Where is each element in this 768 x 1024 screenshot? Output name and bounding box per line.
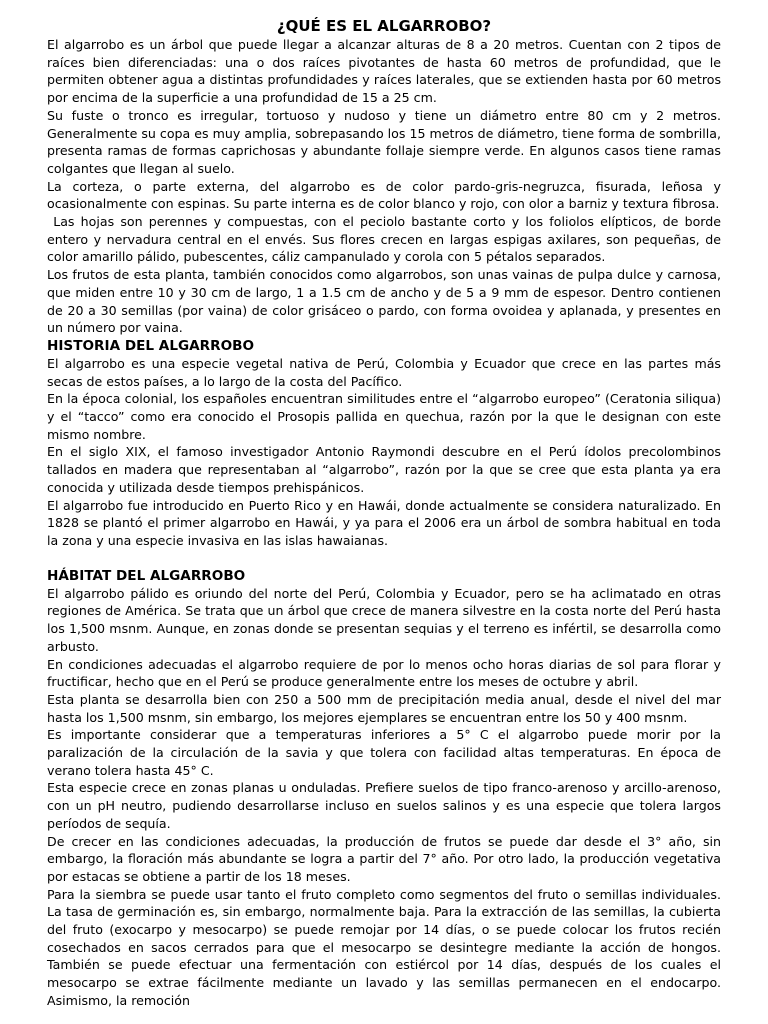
section-spacer [47, 550, 721, 567]
historia-paragraph-1: El algarrobo es una especie vegetal nativa de Perú, Colombia y Ecuador que crece en las partes más secas de estos países, a lo largo de la costa del Pacífico. [47, 355, 721, 389]
intro-paragraph-5: Los frutos de esta planta, también conocidos como algarrobos, son unas vainas de pulpa dulce y carnosa, que miden entre 10 y 30 cm de largo, 1 a 1.5 cm de ancho y de 5 a 9 mm de espesor. Dentro contienen de 20 a 30 semillas (por vaina) de color grisáceo o pardo, con forma ovoidea y aplanada, y presentes en un número por vaina. [47, 267, 721, 336]
habitat-paragraph-2: En condiciones adecuadas el algarrobo requiere de por lo menos ocho horas diarias de sol para florar y fructificar, hecho que en el Perú se produce generalmente entre los meses de octubre y abril. [47, 656, 721, 690]
intro-paragraph-2: Su fuste o tronco es irregular, tortuoso y nudoso y tiene un diámetro entre 80 cm y 2 metros. Generalmente su copa es muy amplia, sobrepasando los 15 metros de diámetro, tiene forma de sombrilla, presenta ramas de formas caprichosas y abundante follaje siempre verde. En algunos casos tiene ramas colgantes que llegan al suelo. [47, 107, 721, 176]
habitat-paragraph-3: Esta planta se desarrolla bien con 250 a 500 mm de precipitación media anual, desde el nivel del mar hasta los 1,500 msnm, sin embargo, los mejores ejemplares se encuentran entre los 50 y 400 msnm. [47, 691, 721, 725]
habitat-paragraph-5: Esta especie crece en zonas planas u onduladas. Prefiere suelos de tipo franco-arenoso y arcillo-arenoso, con un pH neutro, pudiendo desarrollarse incluso en suelos salinos y es una especie que tolera largos períodos de sequía. [47, 780, 721, 831]
historia-paragraph-3: En el siglo XIX, el famoso investigador Antonio Raymondi descubre en el Perú ídolos precolombinos tallados en madera que representaban al “algarrobo”, razón por la que se cree que esta planta ya era conocida y utilizada desde tiempos prehispánicos. [47, 444, 721, 495]
habitat-heading: HÁBITAT DEL ALGARROBO [47, 567, 246, 584]
habitat-paragraph-4: Es importante considerar que a temperaturas inferiores a 5° C el algarrobo puede morir por la paralización de la circulación de la savia y que tolera con facilidad altas temperaturas. En época de verano tolera hasta 45° C. [47, 727, 721, 778]
habitat-paragraph-6: De crecer en las condiciones adecuadas, la producción de frutos se puede dar desde el 3° año, sin embargo, la floración más abundante se logra a partir del 7° año. Por otro lado, la producción vegetativa por estacas se obtiene a partir de los 18 meses. [47, 833, 721, 884]
intro-paragraph-1: El algarrobo es un árbol que puede llegar a alcanzar alturas de 8 a 20 metros. Cuentan con 2 tipos de raíces bien diferenciadas: una o dos raíces pivotantes de hasta 60 metros de profundidad, que le permiten obtener agua a distintas profundidades y raíces laterales, que se extienden hasta por 60 metros por encima de la superficie a una profundidad de 15 a 25 cm. [47, 37, 721, 106]
intro-paragraph-3: La corteza, o parte externa, del algarrobo es de color pardo-gris-negruzca, fisurada, leñosa y ocasionalmente con espinas. Su parte interna es de color blanco y rojo, con olor a barniz y textura fibrosa. [47, 178, 721, 212]
habitat-paragraph-7: Para la siembra se puede usar tanto el fruto completo como segmentos del fruto o semillas individuales. La tasa de germinación es, sin embargo, normalmente baja. Para la extracción de las semillas, la cubierta del fruto (exocarpo y mesocarpo) se puede remojar por 14 días, o se puede colocar los frutos recién cosechados en sacos cerrados para que el mesocarpo se desintegre mediante la acción de hongos. También se puede efectuar una fermentación con estiércol por 14 días, después de los cuales el mesocarpo se extrae fácilmente mediante un lavado y las semillas permanecen en el endocarpo. Asimismo, la remoción [47, 886, 721, 1008]
document-page [47, 17, 726, 1010]
historia-heading: HISTORIA DEL ALGARROBO [47, 337, 255, 354]
historia-paragraph-2: En la época colonial, los españoles encuentran similitudes entre el “algarrobo europeo” (Ceratonia siliqua) y el “tacco” como era conocido el Prosopis pallida en quechua, razón por la que le designan con este mismo nombre. [47, 391, 721, 442]
historia-paragraph-4: El algarrobo fue introducido en Puerto Rico y en Hawái, donde actualmente se considera naturalizado. En 1828 se plantó el primer algarrobo en Hawái, y ya para el 2006 era un árbol de sombra habitual en toda la zona y una especie invasiva en las islas hawaianas. [47, 497, 721, 548]
habitat-paragraph-1: El algarrobo pálido es oriundo del norte del Perú, Colombia y Ecuador, pero se ha aclimatado en otras regiones de América. Se trata que un árbol que crece de manera silvestre en la costa norte del Perú hasta los 1,500 msnm. Aunque, en zonas donde se presentan sequias y el terreno es infértil, se desarrolla como arbusto. [47, 585, 721, 654]
page-title: ¿QUÉ ES EL ALGARROBO? [276, 17, 492, 35]
intro-paragraph-4: Las hojas son perennes y compuestas, con el peciolo bastante corto y los foliolos elípticos, de borde entero y nervadura central en el envés. Sus flores crecen en largas espigas axilares, son pequeñas, de color amarillo pálido, pubescentes, cáliz campanulado y corola con 5 pétalos separados. [47, 214, 726, 265]
